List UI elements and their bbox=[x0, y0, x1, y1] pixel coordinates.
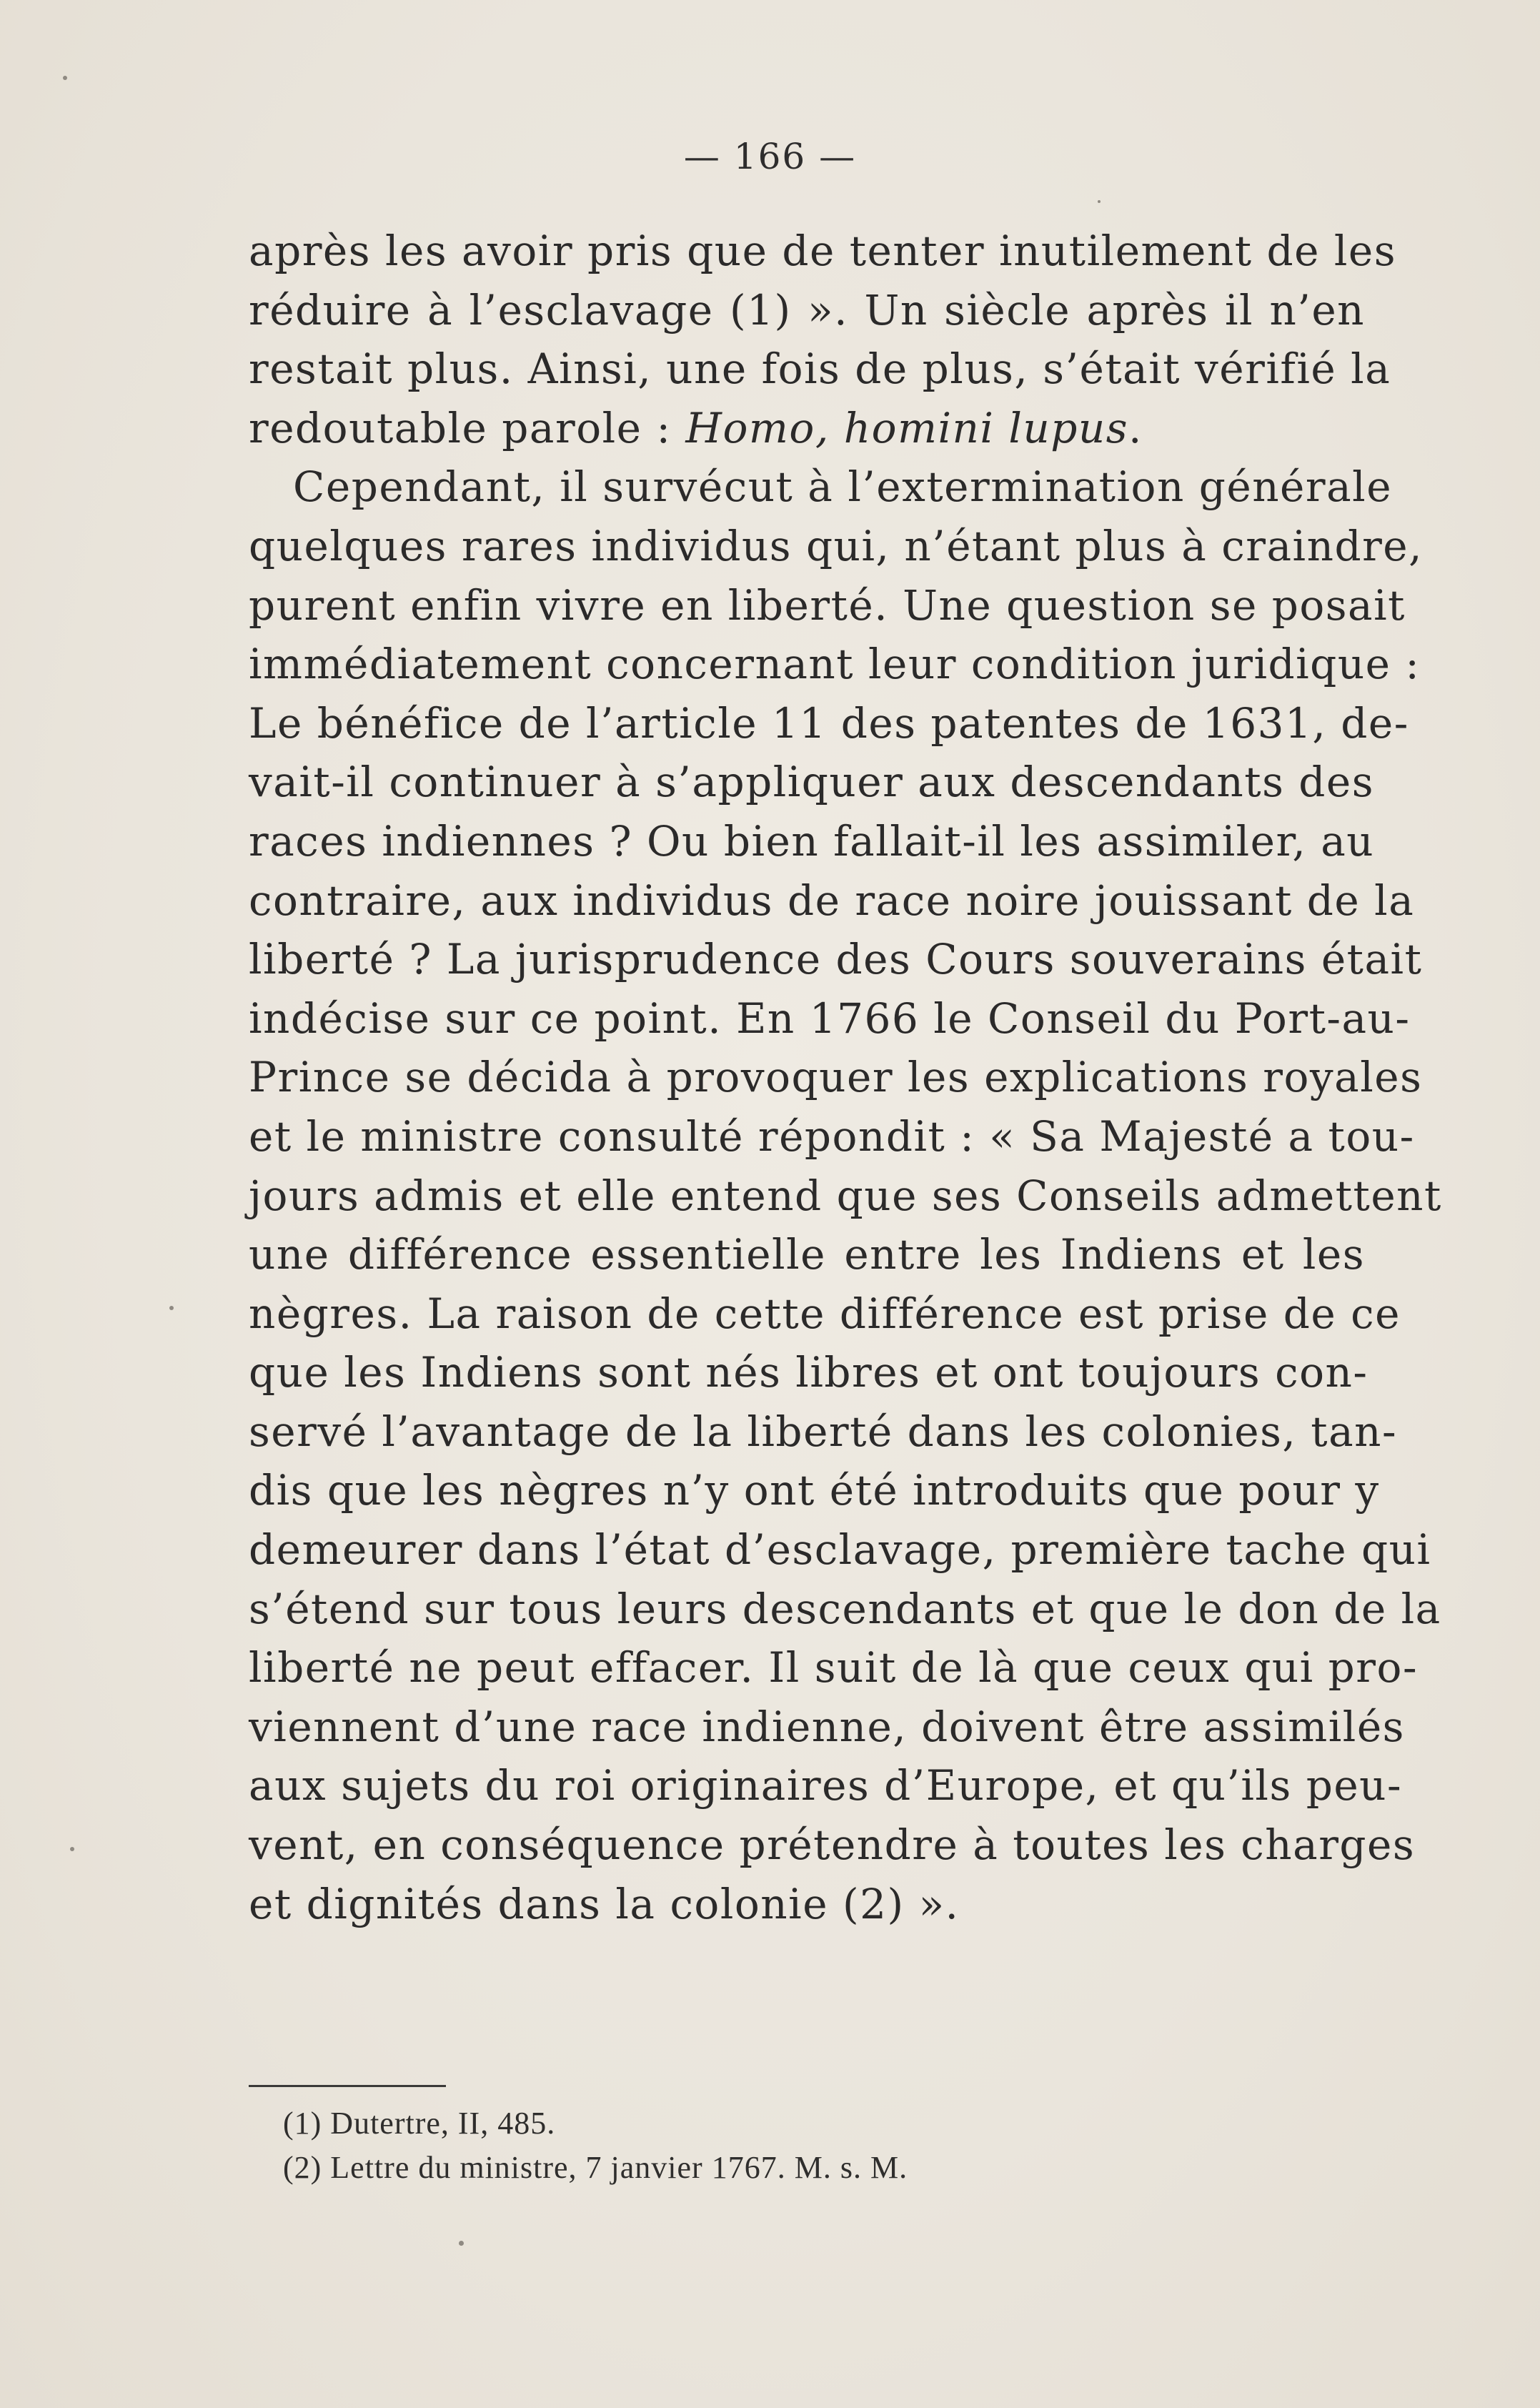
footnote-1: (1) Dutertre, II, 485. bbox=[283, 2106, 556, 2141]
text-line: viennent d’une race indienne, doivent être assimilés bbox=[249, 1702, 1405, 1751]
footnote-divider bbox=[249, 2085, 446, 2087]
paper-speck bbox=[169, 1306, 174, 1310]
text-line: aux sujets du roi originaires d’Europe, et qu’ils peu- bbox=[249, 1761, 1403, 1810]
text-line: restait plus. Ainsi, une fois de plus, s’était vérifié la bbox=[249, 345, 1391, 394]
paper-speck bbox=[63, 76, 67, 80]
text-line: réduire à l’esclavage (1) ». Un siècle après il n’en bbox=[249, 285, 1365, 335]
paper-speck bbox=[459, 2241, 464, 2246]
text-line: s’étend sur tous leurs descendants et que le don de la bbox=[249, 1584, 1441, 1633]
text-line: quelques rares individus qui, n’étant plus à craindre, bbox=[249, 521, 1424, 570]
text-line: après les avoir pris que de tenter inutilement de les bbox=[249, 227, 1396, 275]
text-line: contraire, aux individus de race noire jouissant de la bbox=[249, 876, 1415, 925]
text-fragment: redoutable parole : bbox=[249, 403, 686, 452]
text-line-with-latin-quote bbox=[249, 399, 1365, 458]
paragraph-2 bbox=[249, 457, 1442, 1933]
text-line: vent, en conséquence prétendre à toutes les charges bbox=[249, 1820, 1416, 1870]
text-line: liberté ? La jurisprudence des Cours souverains était bbox=[249, 935, 1423, 984]
text-line: indécise sur ce point. En 1766 le Conseil du Port-au- bbox=[249, 994, 1411, 1043]
text-line: Cependant, il survécut à l’extermination générale bbox=[293, 462, 1393, 512]
text-line: immédiatement concernant leur condition juridique : bbox=[249, 640, 1421, 689]
text-line: nègres. La raison de cette différence est prise de ce bbox=[249, 1289, 1401, 1338]
page-number: — 166 — bbox=[683, 136, 857, 177]
text-line: liberté ne peut effacer. Il suit de là que ceux qui pro- bbox=[249, 1643, 1419, 1693]
text-line: que les Indiens sont nés libres et ont toujours con- bbox=[249, 1348, 1368, 1397]
text-line: purent enfin vivre en liberté. Une question se posait bbox=[249, 580, 1406, 630]
text-line: races indiennes ? Ou bien fallait-il les assimiler, au bbox=[249, 816, 1375, 866]
paper-speck bbox=[70, 1847, 74, 1851]
text-line: dis que les nègres n’y ont été introduits que pour y bbox=[249, 1466, 1380, 1515]
text-line: servé l’avantage de la liberté dans les colonies, tan- bbox=[249, 1407, 1398, 1456]
body-text bbox=[249, 222, 1442, 1933]
text-line: et le ministre consulté répondit : « Sa Majesté a tou- bbox=[249, 1111, 1415, 1161]
footnote-2: (2) Lettre du ministre, 7 janvier 1767. M. s. M. bbox=[283, 2150, 908, 2185]
paper-speck bbox=[1098, 200, 1101, 203]
text-line: Le bénéfice de l’article 11 des patentes de 1631, de- bbox=[249, 698, 1409, 748]
text-line: demeurer dans l’état d’esclavage, première tache qui bbox=[249, 1525, 1431, 1575]
text-line: une différence essentielle entre les Indiens et les bbox=[249, 1230, 1365, 1279]
text-line: vait-il continuer à s’appliquer aux descendants des bbox=[249, 758, 1375, 807]
text-line: jours admis et elle entend que ses Conseils admettent bbox=[249, 1171, 1442, 1220]
text-fragment: . bbox=[1128, 403, 1143, 452]
text-line: Prince se décida à provoquer les explications royales bbox=[249, 1053, 1423, 1102]
paragraph-1 bbox=[249, 222, 1396, 457]
text-line: et dignités dans la colonie (2) ». bbox=[249, 1879, 960, 1928]
footnotes bbox=[283, 2101, 1212, 2190]
latin-quote: Homo, homini lupus bbox=[685, 403, 1129, 452]
